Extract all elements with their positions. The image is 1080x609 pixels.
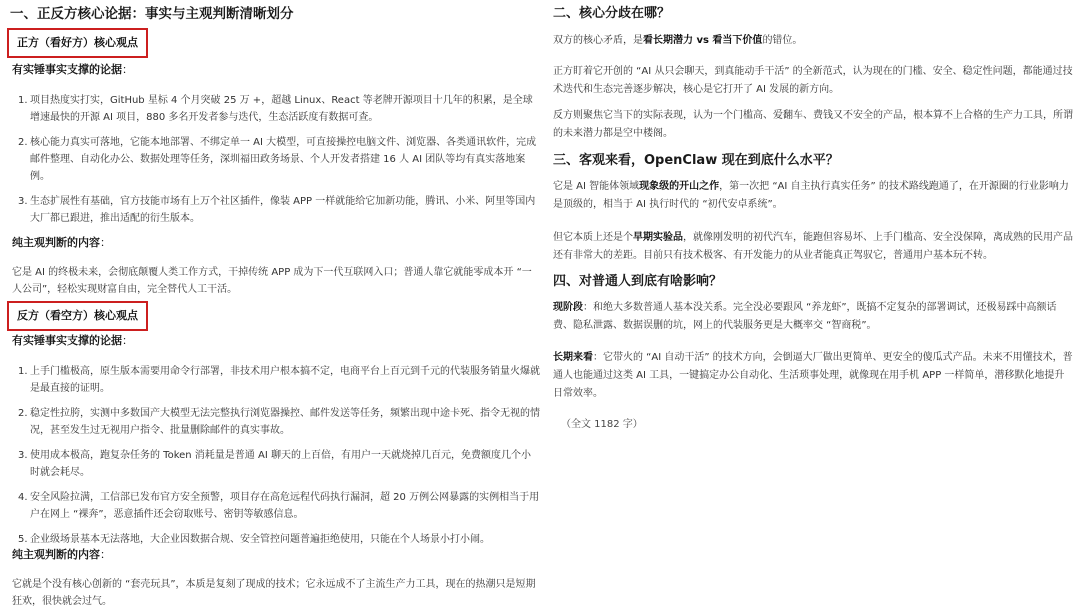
list-item: 1. 上手门槛极高，原生版本需要用命令行部署，非技术用户根本搞不定，电商平台上百元到千元的代装服务销量火爆就是最直接的证明。 bbox=[18, 366, 540, 394]
con-opinion-colon: ： bbox=[100, 548, 111, 561]
pro-facts-label bbox=[12, 62, 133, 78]
list-item: 2. 核心能力真实可落地，它能本地部署、不绑定单一 AI 大模型，可直接操控电脑文件、浏览器、各类通讯软件，完成邮件整理、自动化办公、数据处理等任务，深圳福田政务场景、个人开发者搭建 16 人 AI 团队等均有真实落地案例。 bbox=[18, 137, 537, 182]
pro-facts-label-text: 有实锤事实支撑的论据 bbox=[12, 63, 122, 76]
list-item: 4. 安全风险拉满，工信部已发布官方安全预警，项目存在高危远程代码执行漏洞，超 20 万例公网暴露的实例相当于用户在网上 “裸奔”，恶意插件还会窃取账号、密钥等敏感信息。 bbox=[18, 492, 540, 520]
list-item: 3. 使用成本极高，跑复杂任务的 Token 消耗量是普通 AI 聊天的上百倍，有用户一天就烧掉几百元，免费额度几个小时就会耗尽。 bbox=[18, 450, 531, 478]
list-item: 1. 项目热度实打实，GitHub 星标 4 个月突破 25 万 +，超越 Linux、React 等老牌开源项目十几年的积累，是全球增速最快的开源 AI 项目，880 多名开发者参与迭代，生态活跃度有数据可查。 bbox=[18, 95, 533, 123]
section4-paragraph-1: 现阶段：和绝大多数普通人基本没关系。完全没必要跟风 “养龙虾”，既搞不定复杂的部署调试，还极易踩中高额话费、隐私泄露、数据误删的坑，网上的代装服务更是大概率交 “智商税”。 bbox=[553, 302, 1057, 331]
section2-paragraph-3: 反方则聚焦它当下的实际表现，认为一个门槛高、爱翻车、费钱又不安全的产品，根本算不上合格的生产力工具，所谓的未来潜力都是空中楼阁。 bbox=[553, 110, 1073, 139]
pro-opinion-label bbox=[12, 235, 111, 251]
pro-opinion-label-text: 纯主观判断的内容 bbox=[12, 236, 100, 249]
word-count: （全文 1182 字） bbox=[561, 419, 643, 430]
section2-paragraph-2: 正方盯着它开创的 “AI 从只会聊天，到真能动手干活” 的全新范式，认为现在的门槛、安全、稳定性问题，都能通过技术迭代和生态完善逐步解决，核心是它打开了 AI 发展的新方向。 bbox=[553, 66, 1073, 95]
con-facts-label bbox=[12, 333, 133, 349]
con-facts-list bbox=[18, 363, 540, 556]
pro-box-title: 正方（看好方）核心观点 bbox=[7, 28, 148, 58]
section4-title: 四、对普通人到底有啥影响？ bbox=[553, 274, 723, 289]
section4-label-2: 长期来看 bbox=[553, 352, 593, 363]
con-facts-label-text: 有实锤事实支撑的论据 bbox=[12, 334, 122, 347]
section3-title: 三、客观来看，OpenClaw 现在到底什么水平？ bbox=[553, 153, 839, 168]
pro-opinion-text: 它是 AI 的终极未来，会彻底颠覆人类工作方式，干掉传统 APP 成为下一代互联网入口；普通人靠它就能零成本开 “一人公司”，轻松实现财富自由，完全替代人工干活。 bbox=[12, 267, 532, 295]
con-facts-colon: ： bbox=[122, 334, 133, 347]
con-opinion-text: 它就是个没有核心创新的 “套壳玩具”，本质是复刻了现成的技术；它永远成不了主流生产力工具，现在的热潮只是短期狂欢，很快就会过气。 bbox=[12, 579, 536, 607]
con-box-title: 反方（看空方）核心观点 bbox=[7, 301, 148, 331]
pro-facts-colon: ： bbox=[122, 63, 133, 76]
pro-opinion-colon: ： bbox=[100, 236, 111, 249]
section2-title: 二、核心分歧在哪？ bbox=[553, 6, 671, 21]
list-item: 3. 生态扩展性有基础，官方技能市场有上万个社区插件，像装 APP 一样就能给它加新功能，腾讯、小米、阿里等国内大厂都已跟进，推出适配的衍生版本。 bbox=[18, 196, 536, 224]
section2-paragraph-1: 双方的核心矛盾，是看长期潜力 vs 看当下价值的错位。 bbox=[553, 35, 803, 46]
list-item: 2. 稳定性拉胯，实测中多数国产大模型无法完整执行浏览器操控、邮件发送等任务，频繁出现中途卡死、指令无视的情况，甚至发生过无视用户指令、批量删除邮件的真实事故。 bbox=[18, 408, 540, 436]
section3-emphasis-1: 现象级的开山之作 bbox=[639, 181, 720, 192]
section4-paragraph-2: 长期来看：它带火的 “AI 自动干活” 的技术方向，会倒逼大厂做出更简单、更安全的傻瓜式产品。未来不用懂技术，普通人也能通过这类 AI 工具，一键搞定办公自动化、生活琐事处理，就像现在用手机 APP 一样简单，潜移默化地提升日常效率。 bbox=[553, 352, 1073, 399]
section3-paragraph-2: 但它本质上还是个早期实验品，就像刚发明的初代汽车，能跑但容易坏、上手门槛高、安全没保障，离成熟的民用产品还有非常大的差距。目前只有技术极客、有开发能力的从业者能真正驾驭它，普通用户基本玩不转。 bbox=[553, 232, 1073, 261]
con-opinion-label-text: 纯主观判断的内容 bbox=[12, 548, 100, 561]
section4-label-1: 现阶段 bbox=[553, 302, 583, 313]
section3-paragraph-1: 它是 AI 智能体领域现象级的开山之作，第一次把 “AI 自主执行真实任务” 的技术路线跑通了，在开源圈的行业影响力是顶级的，相当于 AI 执行时代的 “初代安卓系统”。 bbox=[553, 181, 1069, 210]
section2-emphasis: 看长期潜力 vs 看当下价值 bbox=[643, 35, 763, 46]
section3-emphasis-2: 早期实验品 bbox=[633, 232, 683, 243]
list-item: 5. 企业级场景基本无法落地，大企业因数据合规、安全管控问题普遍拒绝使用，只能在个人场景小打小闹。 bbox=[18, 534, 490, 545]
con-opinion-label bbox=[12, 547, 111, 563]
pro-facts-list bbox=[18, 92, 540, 235]
section1-title: 一、正反方核心论据：事实与主观判断清晰划分 bbox=[10, 6, 294, 22]
